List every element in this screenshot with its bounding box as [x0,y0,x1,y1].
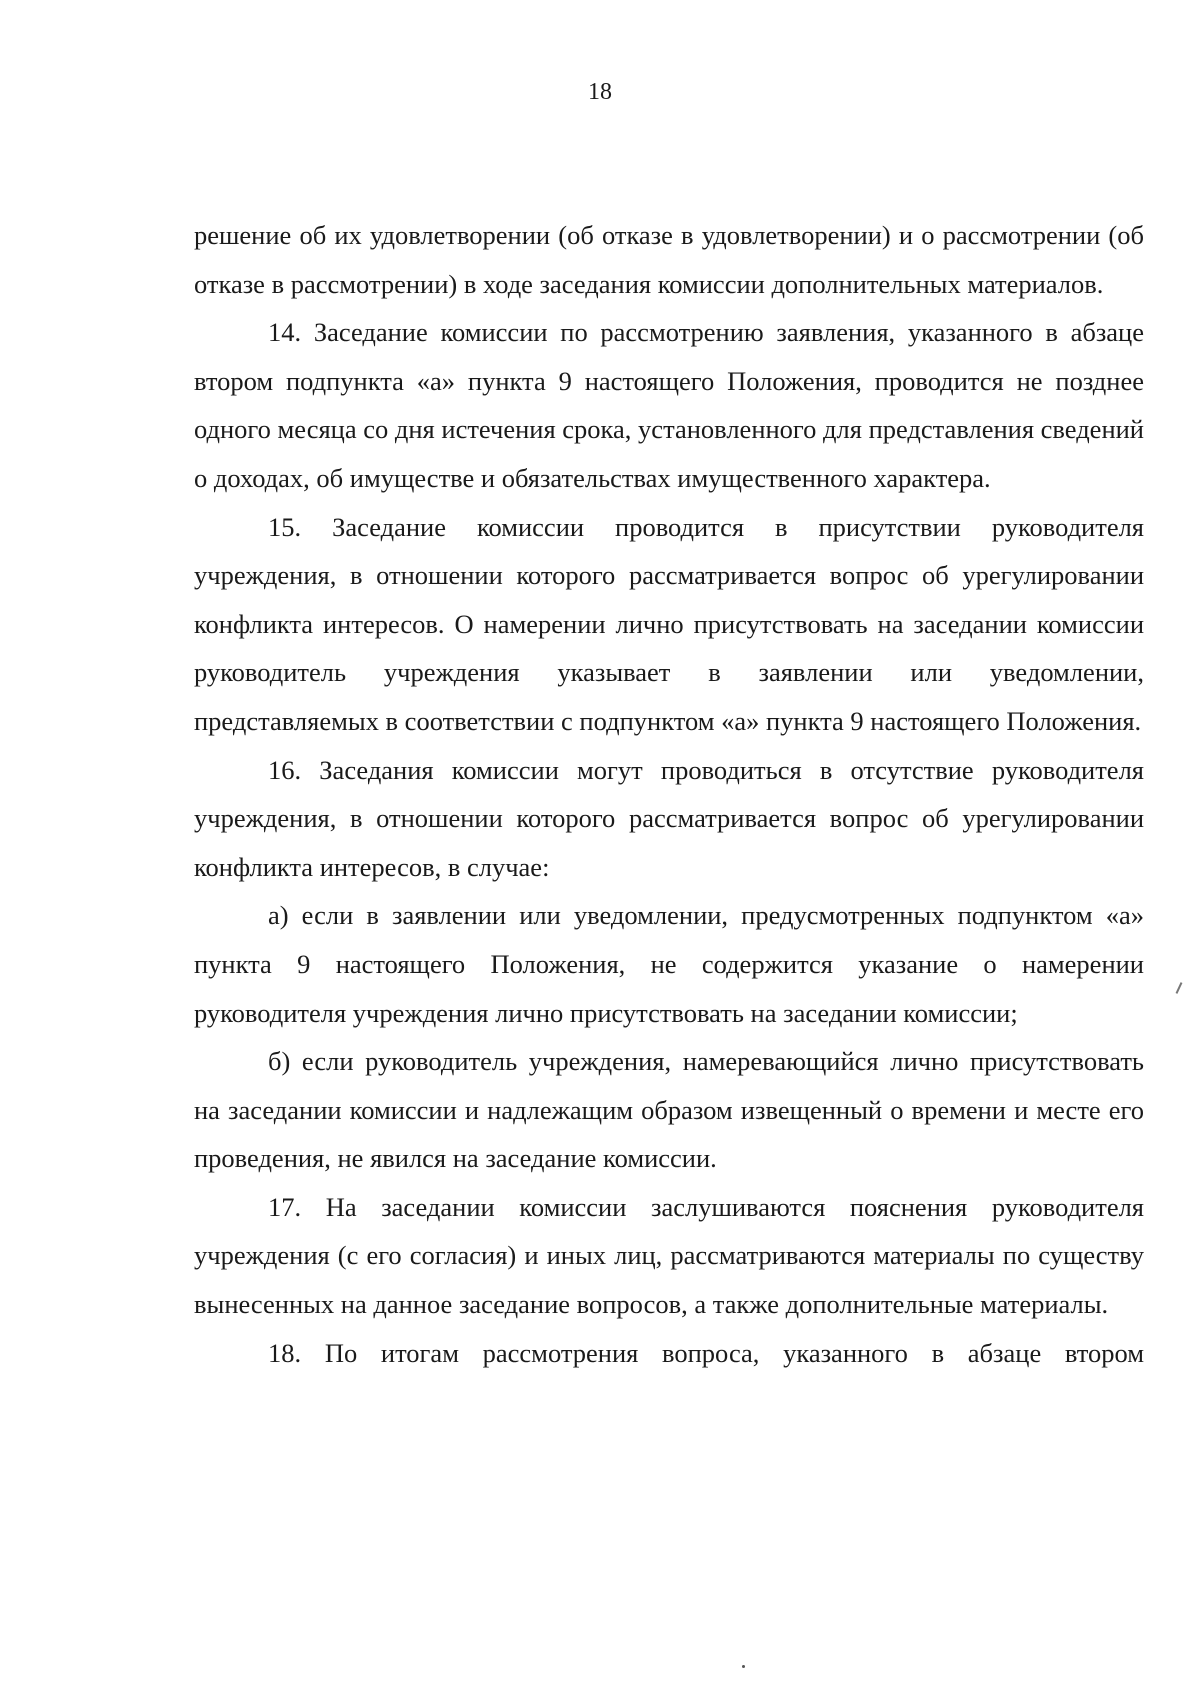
paragraph-17: 17. На заседании комиссии заслушиваются пояснения руководителя учреждения (с его согласия) и иных лиц, рассматриваются материалы по существу вынесенных на данное заседание вопросов, а также дополнительные материалы. [194,1191,1144,1320]
paragraph-18: 18. По итогам рассмотрения вопроса, указанного в абзаце втором [268,1337,1144,1368]
paragraph-14: 14. Заседание комиссии по рассмотрению заявления, указанного в абзаце втором подпункта «а» пункта 9 настоящего Положения, проводится не позднее одного месяца со дня истечения срока, установленного для представления сведений о доходах, об имуществе и обязательствах имущественного характера. [194,317,1144,493]
paragraph-16a: а) если в заявлении или уведомлении, предусмотренных подпунктом «а» пункта 9 настоящего Положения, не содержится указание о намерении руководителя учреждения лично присутствовать на заседании комиссии; [194,900,1144,1028]
paragraph-continuation: решение об их удовлетворении (об отказе в удовлетворении) и о рассмотрении (об отказе в рассмотрении) в ходе заседания комиссии дополнительных материалов. [194,220,1144,299]
scan-mark [1176,982,1183,994]
page-number: 18 [588,79,612,105]
document-body [194,211,1144,1377]
paragraph-16b: б) если руководитель учреждения, намеревающийся лично присутствовать на заседании комиссии и надлежащим образом извещенный о времени и месте его проведения, не явился на заседание комиссии. [194,1046,1144,1174]
scan-speck [742,1665,745,1668]
paragraph-15: 15. Заседание комиссии проводится в присутствии руководителя учреждения, в отношении которого рассматривается вопрос об урегулировании конфликта интересов. О намерении лично присутствовать на заседании комиссии руководитель учреждения указывает в заявлении или уведомлении, представляемых в соответствии с подпунктом «а» пункта 9 настоящего Положения. [194,511,1144,736]
paragraph-16: 16. Заседания комиссии могут проводиться в отсутствие руководителя учреждения, в отношении которого рассматривается вопрос об урегулировании конфликта интересов, в случае: [194,754,1144,882]
